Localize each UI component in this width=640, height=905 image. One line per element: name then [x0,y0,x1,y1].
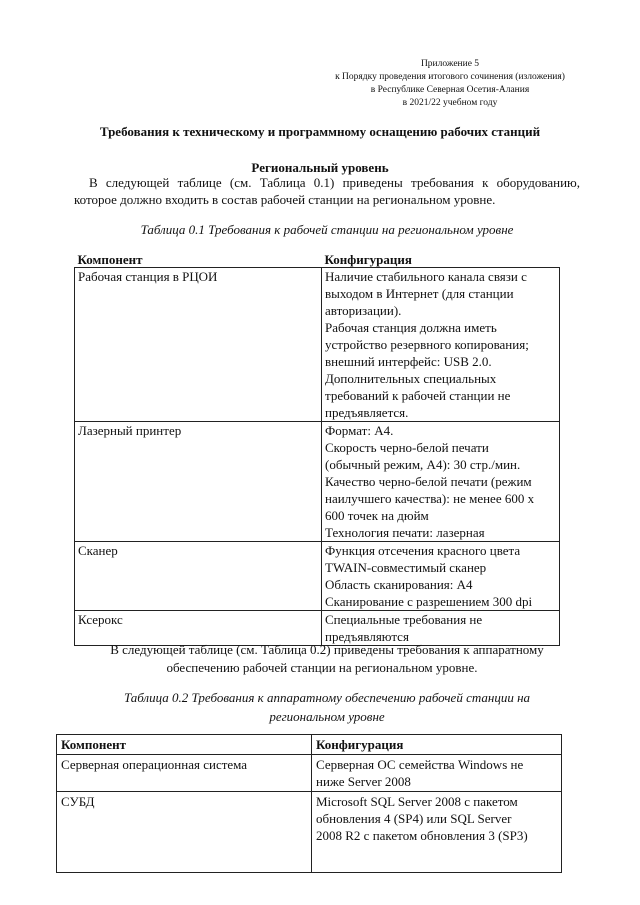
appendix-header [300,58,600,110]
config-line: авторизации). [325,303,402,318]
config-line: Наличие стабильного канала связи с [325,269,527,284]
table-row [75,268,560,422]
header-component: Компонент [57,735,312,755]
table-header-row [75,252,560,268]
config-line: 2008 R2 с пакетом обновления 3 (SP3) [316,828,528,843]
config-line: устройство резервного копирования; [325,337,529,352]
config-line: Сканирование с разрешением 300 dpi [325,594,533,609]
section-title: Региональный уровень [251,160,389,175]
configuration-cell [312,755,562,792]
config-line: Специальные требования не [325,612,483,627]
document-title: Требования к техническому и программному оснащению рабочих станций [99,124,541,139]
table-row [75,422,560,542]
config-line: Формат: А4. [325,423,394,438]
header-configuration: Конфигурация [324,252,412,267]
component-cell: Лазерный принтер [75,422,322,542]
component-cell: СУБД [57,792,312,873]
component-cell: Ксерокс [75,611,322,646]
config-line: Функция отсечения красного цвета [325,543,521,558]
table2-caption-line: Таблица 0.2 Требования к аппаратному обеспечению рабочей станции на [123,690,531,705]
config-line: Область сканирования: А4 [325,577,473,592]
appendix-line: Приложение 5 [420,59,480,69]
configuration-cell [322,268,560,422]
config-line: ниже Server 2008 [316,774,411,789]
config-line: TWAIN-совместимый сканер [325,560,487,575]
appendix-line: в 2021/22 учебном году [402,98,498,108]
config-line: Рабочая станция должна иметь [325,320,497,335]
config-line: 600 точек на дюйм [325,508,429,523]
appendix-line: в Республике Северная Осетия-Алания [370,85,530,95]
intro-paragraph: В следующей таблице (см. Таблица 0.1) приведены требования к оборудованию, которое должно входить в состав рабочей станции на региональном уровне. [74,175,580,207]
config-line: наилучшего качества): не менее 600 х [325,491,535,506]
configuration-cell [322,542,560,611]
config-line: требований к рабочей станции не [325,388,511,403]
header-component: Компонент [77,252,143,267]
table-row [75,542,560,611]
intro2-paragraph [74,641,580,677]
config-line: (обычный режим, А4): 30 стр./мин. [325,457,521,472]
config-line: Дополнительных специальных [325,371,497,386]
config-line: Серверная ОС семейства Windows не [316,757,524,772]
config-line: предъявляется. [325,405,409,420]
config-line: Технология печати: лазерная [325,525,485,540]
configuration-cell [322,422,560,542]
config-line: Скорость черно-белой печати [325,440,489,455]
table2-caption-line: региональном уровне [269,709,385,724]
component-cell: Серверная операционная система [57,755,312,792]
workstation-requirements-table [74,252,560,646]
config-line: Качество черно-белой печати (режим [325,474,532,489]
config-line: выходом в Интернет (для станции [325,286,514,301]
intro2-line: обеспечению рабочей станции на региональном уровне. [166,660,478,675]
table1-caption: Таблица 0.1 Требования к рабочей станции на региональном уровне [140,222,514,237]
table-row [57,755,562,792]
intro2-line: В следующей таблице (см. Таблица 0.2) приведены требования к аппаратному [110,642,544,657]
component-cell: Рабочая станция в РЦОИ [75,268,322,422]
table-header-row [57,735,562,755]
configuration-cell [312,792,562,873]
config-line: Microsoft SQL Server 2008 с пакетом [316,794,518,809]
component-cell: Сканер [75,542,322,611]
header-configuration: Конфигурация [312,735,562,755]
appendix-line: к Порядку проведения итогового сочинения (изложения) [335,72,565,82]
config-line: внешний интерфейс: USB 2.0. [325,354,492,369]
table-row [57,792,562,873]
hardware-requirements-table [56,734,562,873]
table2-caption [74,688,580,726]
config-line: обновления 4 (SP4) или SQL Server [316,811,512,826]
config-line: предъявляются [325,629,409,644]
